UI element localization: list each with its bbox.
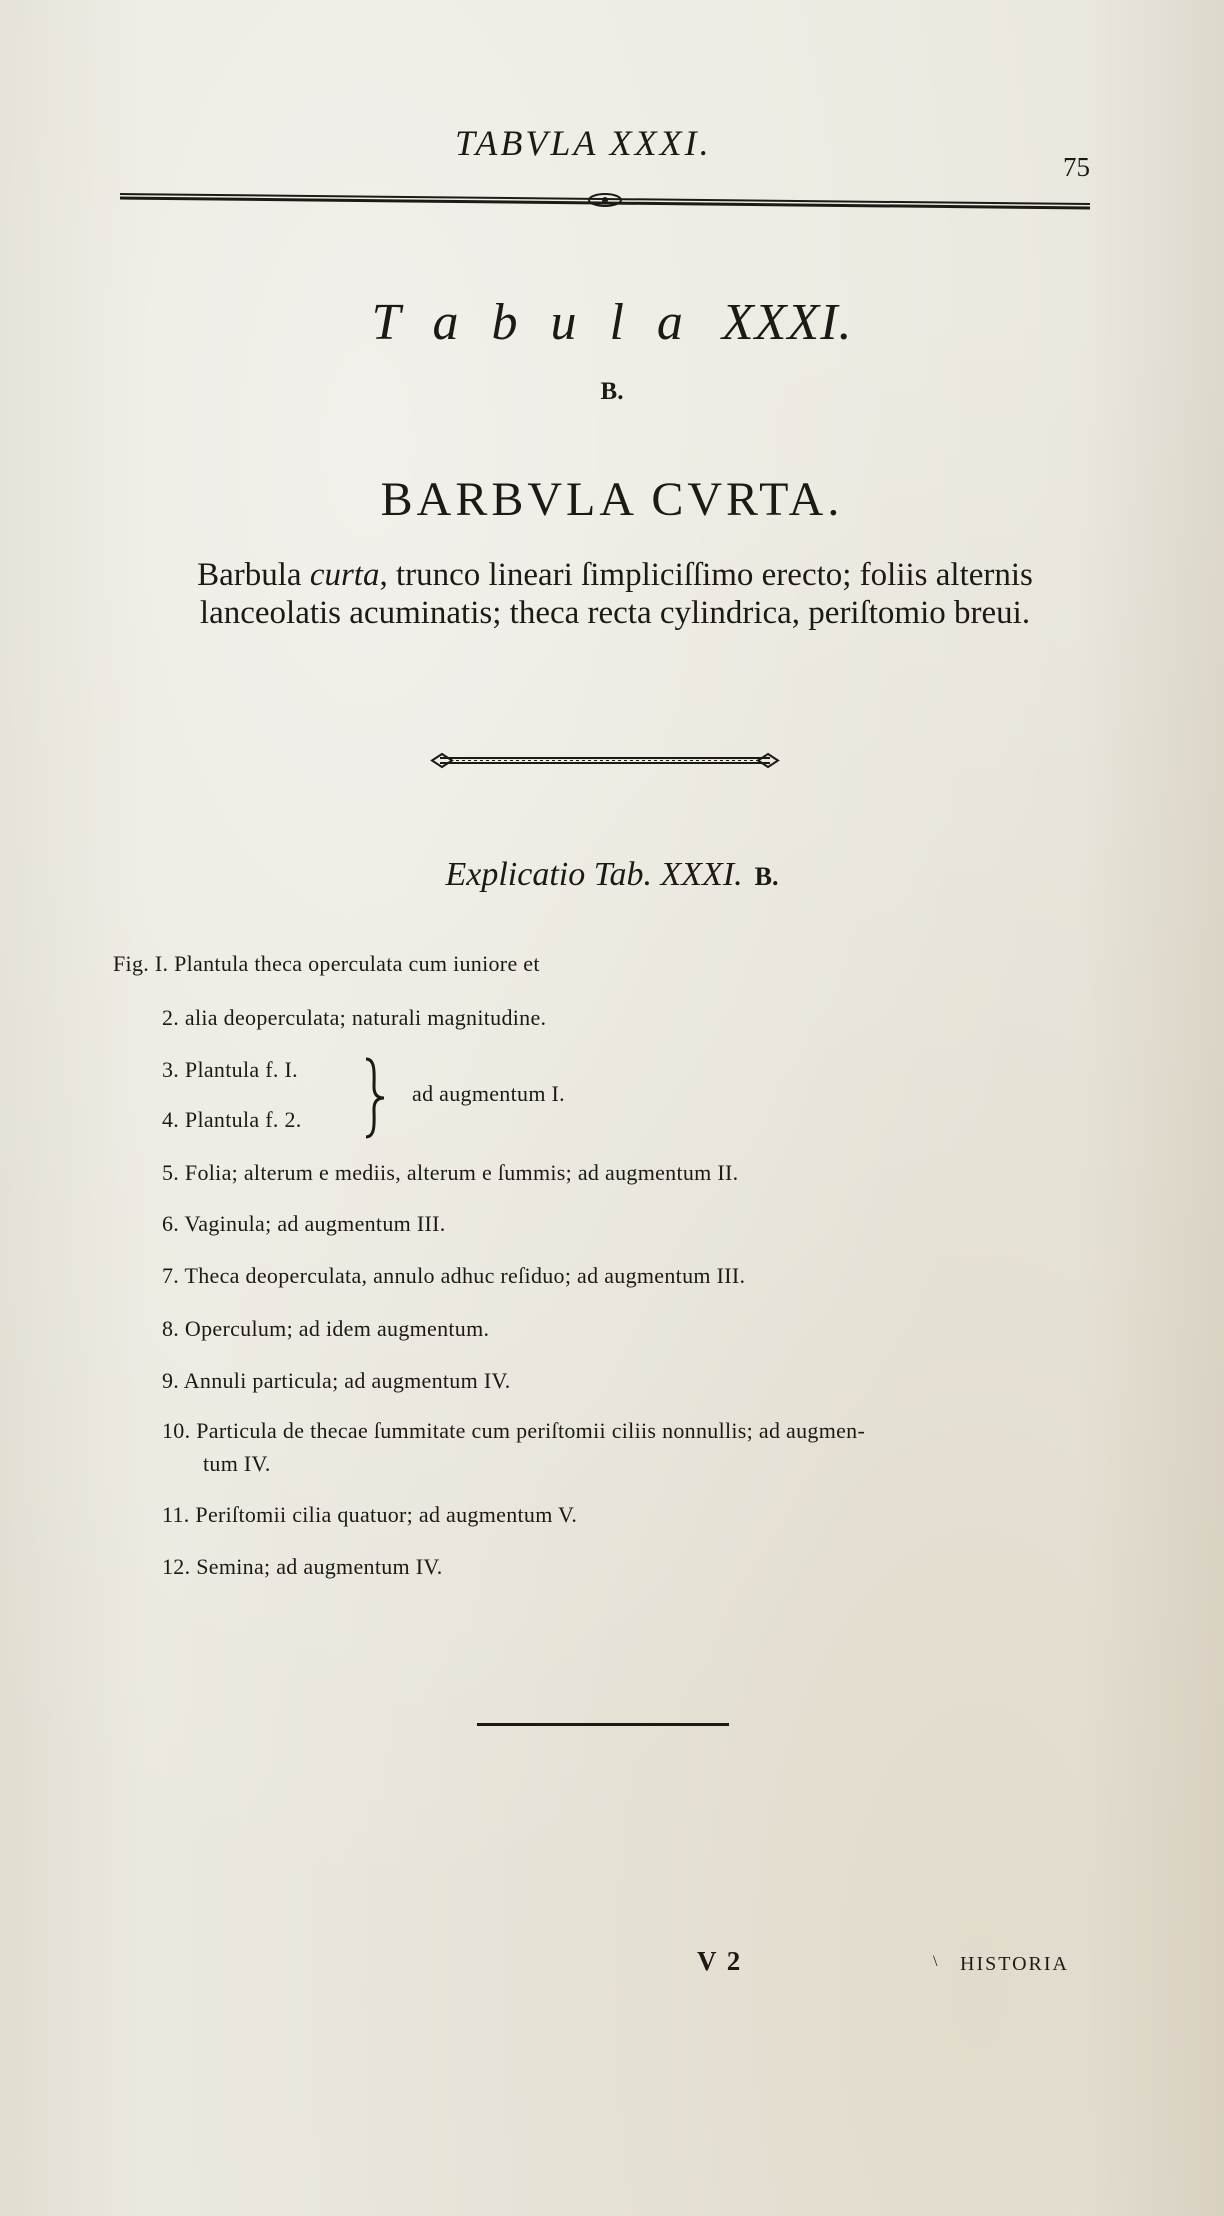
figure-item	[162, 1005, 546, 1031]
species-name: BARBVLA CVRTA.	[380, 473, 844, 526]
plate-title-numeral: XXXI.	[721, 294, 853, 351]
figure-text: Operculum; ad idem augmentum.	[184, 1316, 490, 1341]
description-text: , trunco lineari ſimpliciſſimo erecto; foliis alternis lanceolatis acuminatis; theca recta cylindrica, periſtomio breui.	[199, 557, 1033, 631]
figure-number: Fig. I.	[113, 951, 169, 976]
description-epithet: curta	[309, 557, 380, 593]
figure-text: Theca deoperculata, annulo adhuc reſiduo; ad augmentum III.	[184, 1263, 746, 1288]
page-number: 75	[1063, 152, 1090, 182]
plate-subtitle: B.	[600, 378, 624, 405]
figure-number: 9.	[162, 1368, 180, 1393]
header-rule-ornament	[120, 186, 1090, 216]
catchword: HISTORIA	[960, 1953, 1069, 1975]
figure-number: 7.	[162, 1263, 180, 1288]
figure-text: tum IV.	[203, 1451, 271, 1476]
species-description	[135, 556, 1095, 632]
figure-item	[162, 1211, 446, 1237]
brace-label: ad augmentum I.	[412, 1081, 565, 1106]
figure-item	[162, 1160, 738, 1186]
plate-title-word: T a b u l a	[371, 294, 693, 351]
figure-item	[162, 1554, 443, 1580]
signature-mark: V 2	[697, 1946, 743, 1976]
figure-number: 3.	[162, 1057, 180, 1082]
figure-item	[162, 1316, 489, 1342]
closing-rule	[477, 1723, 729, 1726]
figure-item	[162, 1368, 511, 1394]
explicatio-heading	[0, 856, 1224, 894]
figure-item	[162, 1502, 577, 1528]
figure-item	[162, 1263, 745, 1289]
running-head: TABVLA XXXI.	[455, 123, 712, 163]
explicatio-heading-suffix: B.	[754, 862, 779, 891]
figure-number: 12.	[162, 1554, 191, 1579]
figure-text: Plantula f. I.	[184, 1057, 298, 1082]
figure-number: 6.	[162, 1211, 180, 1236]
section-ornament	[430, 748, 780, 774]
catchword-mark: \	[933, 1953, 938, 1970]
figure-item	[162, 1418, 865, 1444]
figure-number: 10.	[162, 1418, 191, 1443]
figure-text: Plantula theca operculata cum iuniore et	[174, 951, 540, 976]
figure-text: Semina; ad augmentum IV.	[196, 1554, 443, 1579]
explicatio-heading-text: Explicatio Tab. XXXI.	[445, 856, 743, 893]
figure-number: 4.	[162, 1107, 180, 1132]
figure-item	[162, 1057, 298, 1083]
figure-text: Periſtomii cilia quatuor; ad augmentum V.	[195, 1502, 578, 1527]
figure-item	[162, 1107, 302, 1133]
figure-text: Folia; alterum e mediis, alterum e ſummis; ad augmentum II.	[184, 1160, 739, 1185]
figure-text: Vaginula; ad augmentum III.	[184, 1211, 446, 1236]
figure-text: Particula de thecae ſummitate cum periſtomii ciliis nonnullis; ad augmen-	[196, 1418, 866, 1443]
figure-number: 2.	[162, 1005, 180, 1030]
figure-text: alia deoperculata; naturali magnitudine.	[184, 1005, 547, 1030]
plate-title	[0, 293, 1224, 352]
figure-item-continuation	[203, 1451, 271, 1477]
figure-number: 5.	[162, 1160, 180, 1185]
brace-icon	[360, 1057, 390, 1139]
figure-text: Plantula f. 2.	[184, 1107, 302, 1132]
figure-item	[113, 951, 540, 977]
figure-text: Annuli particula; ad augmentum IV.	[183, 1368, 511, 1393]
figure-number: 8.	[162, 1316, 180, 1341]
description-genus: Barbula	[197, 557, 302, 593]
figure-number: 11.	[162, 1502, 190, 1527]
